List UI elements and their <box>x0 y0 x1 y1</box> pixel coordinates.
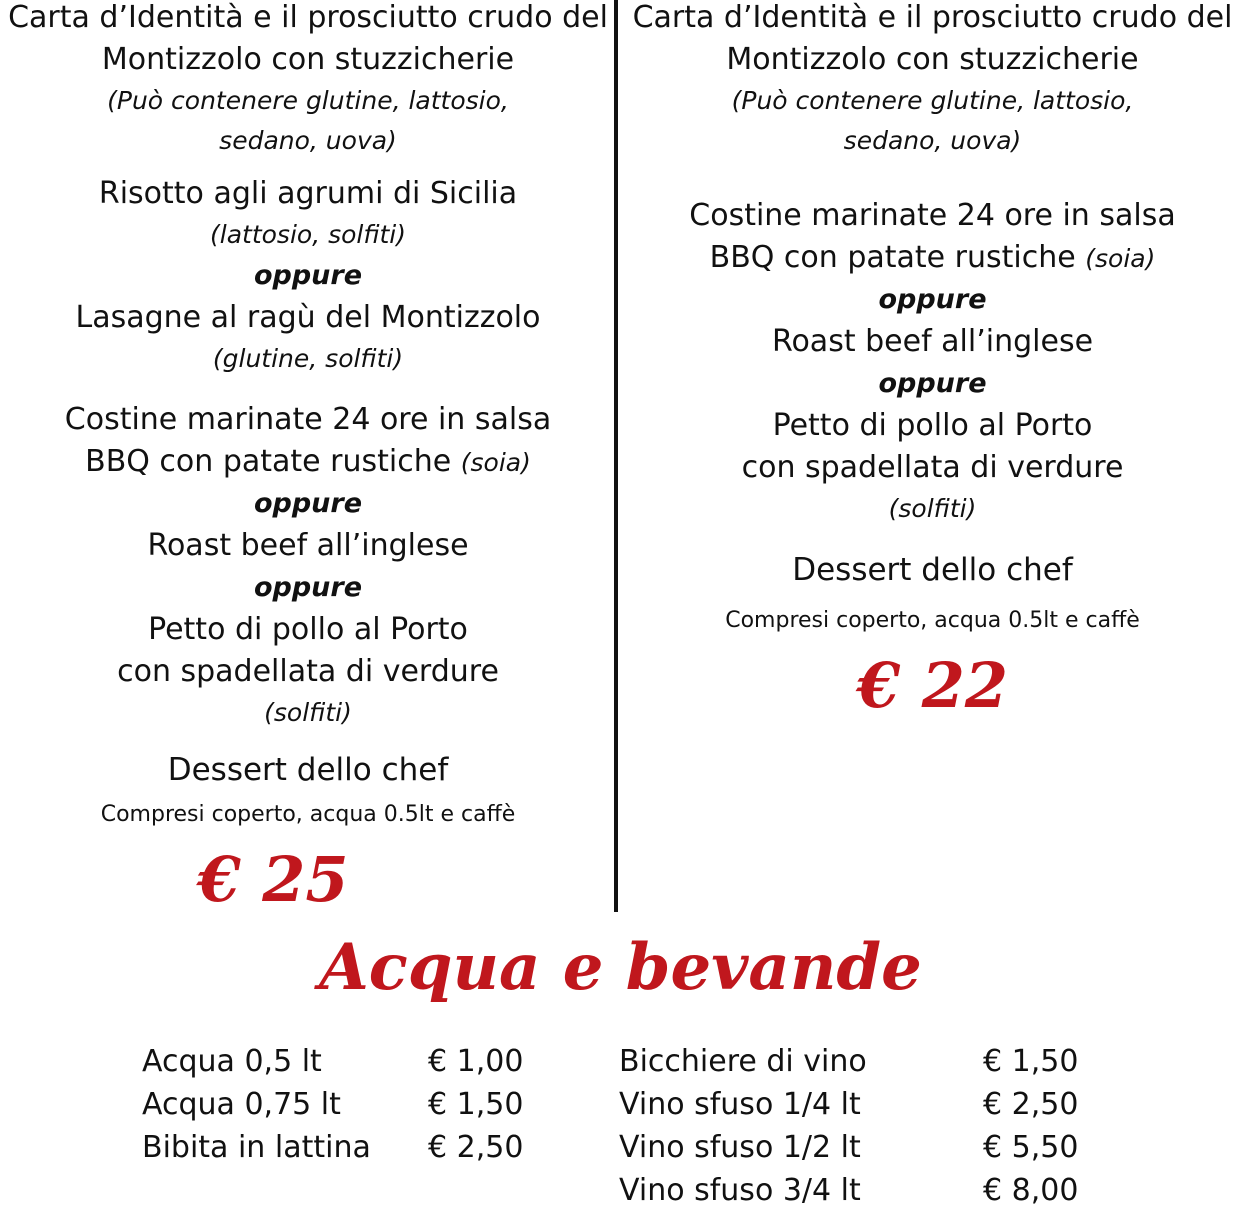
drink-row <box>142 1040 523 1083</box>
drink-row <box>142 1083 523 1126</box>
pollo-allergens: (solfiti) <box>264 698 352 727</box>
drink-price: € 5,50 <box>983 1130 1079 1165</box>
oppure-label: oppure <box>878 368 987 399</box>
drink-row <box>619 1083 1078 1126</box>
menu-price: € 25 <box>197 843 349 916</box>
starter-dish: Carta d’Identità e il prosciutto crudo del Montizzolo con stuzzicherie <box>632 0 1233 77</box>
drink-price: € 1,50 <box>983 1044 1079 1079</box>
menu-price: € 22 <box>856 649 1008 722</box>
drink-price: € 8,00 <box>983 1173 1079 1208</box>
starter-dish: Carta d’Identità e il prosciutto crudo del Montizzolo con stuzzicherie <box>8 0 608 77</box>
oppure-label: oppure <box>253 572 363 603</box>
oppure-label: oppure <box>253 260 363 291</box>
lasagne-allergens: (glutine, solfiti) <box>212 344 404 373</box>
included-note: Compresi coperto, acqua 0.5lt e caffè <box>100 802 516 827</box>
drink-row <box>619 1040 1078 1083</box>
drink-name: Vino sfuso 3/4 lt <box>619 1173 861 1208</box>
oppure-label: oppure <box>253 488 363 519</box>
main-costine-line1: Costine marinate 24 ore in salsa <box>689 198 1176 233</box>
starter-allergens-line2: sedano, uova) <box>219 126 397 155</box>
drink-name: Vino sfuso 1/4 lt <box>619 1087 861 1122</box>
drink-name: Bibita in lattina <box>142 1130 371 1165</box>
drink-price: € 2,50 <box>428 1130 524 1165</box>
main-pollo-line2: con spadellata di verdure <box>117 654 499 689</box>
drinks-list-left <box>142 1040 523 1169</box>
dessert: Dessert dello chef <box>167 752 449 788</box>
starter-allergens-line2: sedano, uova) <box>843 126 1022 155</box>
drink-name: Acqua 0,5 lt <box>142 1044 322 1079</box>
main-pollo-line1: Petto di pollo al Porto <box>148 612 468 647</box>
drink-row <box>619 1169 1078 1212</box>
menu-22-column <box>624 0 1241 721</box>
drink-row <box>619 1126 1078 1169</box>
drink-price: € 1,00 <box>428 1044 524 1079</box>
drinks-list-right <box>619 1040 1078 1212</box>
drink-name: Bicchiere di vino <box>619 1044 867 1079</box>
drink-name: Acqua 0,75 lt <box>142 1087 341 1122</box>
main-roast-beef: Roast beef all’inglese <box>147 528 469 563</box>
drinks-section-title: Acqua e bevande <box>319 930 922 1005</box>
starter-allergens-line1: (Può contenere glutine, lattosio, <box>731 86 1134 115</box>
main-costine-text: BBQ con patate rustiche <box>85 444 452 479</box>
dessert: Dessert dello chef <box>792 552 1073 588</box>
main-costine-line2 <box>0 441 616 483</box>
costine-allergens: (soia) <box>1085 244 1156 273</box>
main-roast-beef: Roast beef all’inglese <box>771 324 1094 359</box>
main-pollo-line1: Petto di pollo al Porto <box>772 408 1093 443</box>
first-course-risotto: Risotto agli agrumi di Sicilia <box>98 176 518 211</box>
included-note: Compresi coperto, acqua 0.5lt e caffè <box>725 608 1140 633</box>
pollo-allergens: (solfiti) <box>888 494 977 523</box>
drink-price: € 2,50 <box>983 1087 1079 1122</box>
menu-25-column <box>0 0 616 915</box>
main-costine-line2 <box>624 237 1241 279</box>
risotto-allergens: (lattosio, solfiti) <box>210 220 406 249</box>
main-costine-text: BBQ con patate rustiche <box>709 240 1076 275</box>
starter-allergens-line1: (Può contenere glutine, lattosio, <box>107 86 509 115</box>
drink-price: € 1,50 <box>428 1087 524 1122</box>
costine-allergens: (soia) <box>460 448 531 477</box>
drink-row <box>142 1126 523 1169</box>
main-pollo-line2: con spadellata di verdure <box>741 450 1124 485</box>
first-course-lasagne: Lasagne al ragù del Montizzolo <box>75 300 541 335</box>
oppure-label: oppure <box>878 284 987 315</box>
main-costine-line1: Costine marinate 24 ore in salsa <box>64 402 552 437</box>
drink-name: Vino sfuso 1/2 lt <box>619 1130 861 1165</box>
